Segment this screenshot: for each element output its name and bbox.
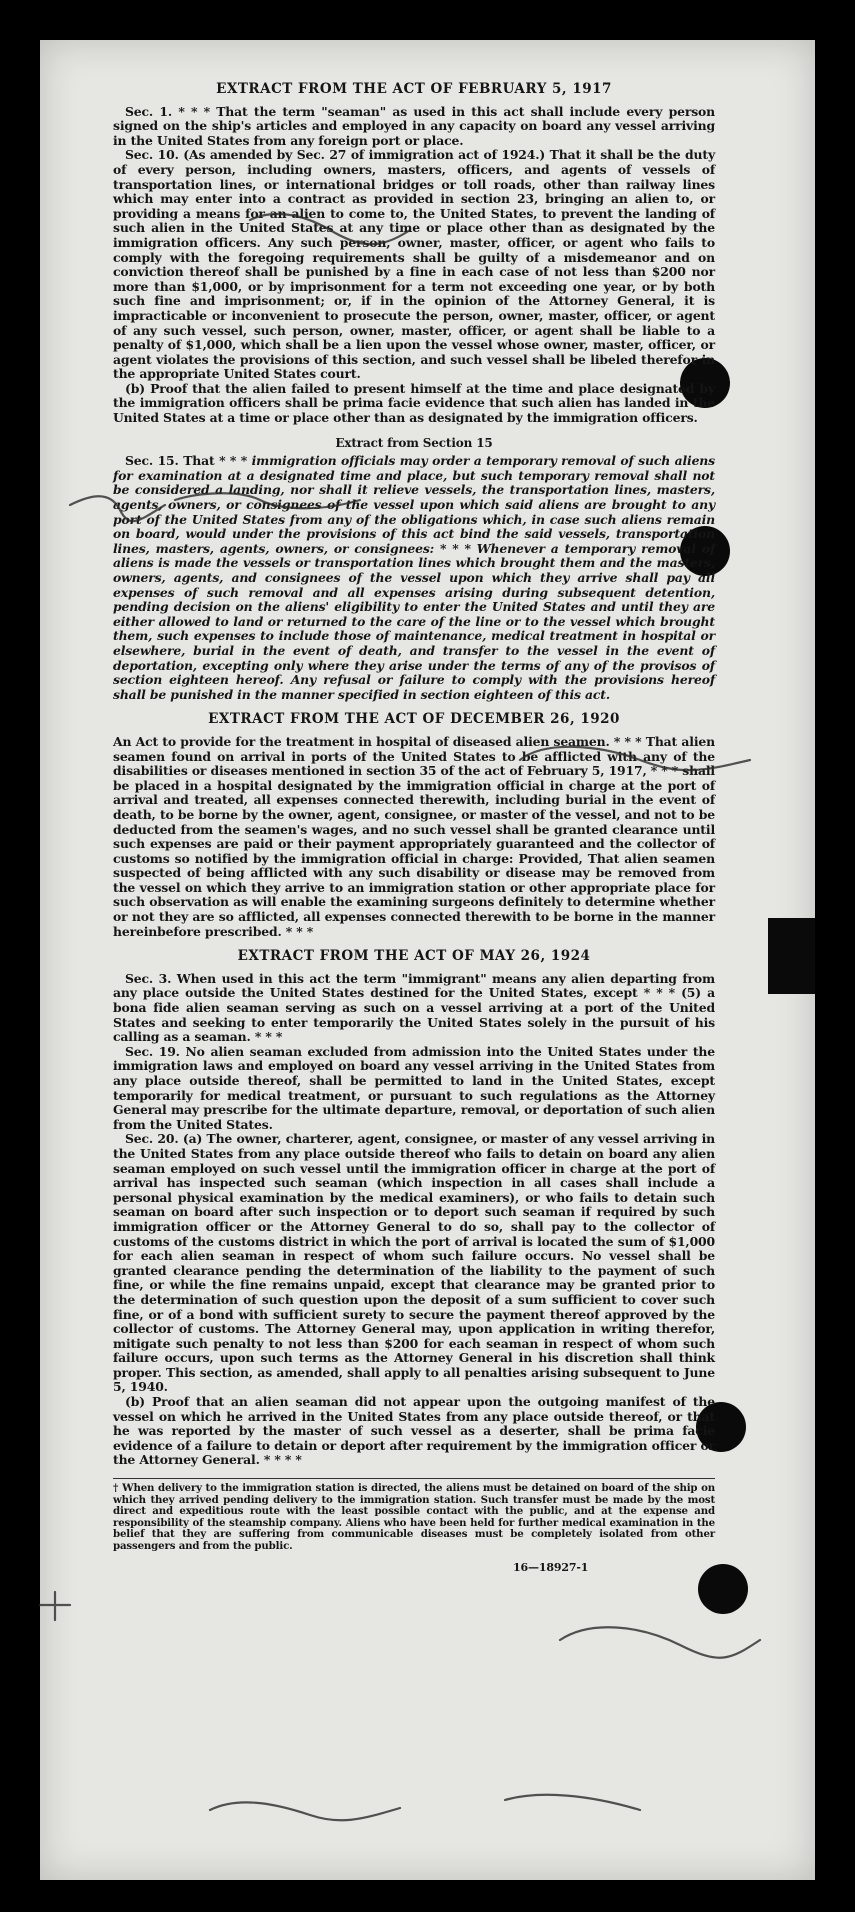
- heading-act-1917: EXTRACT FROM THE ACT OF FEBRUARY 5, 1917: [216, 81, 612, 97]
- binder-clip: [768, 918, 815, 994]
- sec-15-body: immigration officials may order a temporary removal of such aliens for examination at a designated time and place, but such temporary removal shall not be considered a landing, nor shall it relieve vessels, the transportation lines, masters, agents, owners, or consignees of the vessel upon which said aliens are brought to any port of the United States from any of the obligations which, in case such aliens remain on board, would under the provisions of this act bind the said vessels, transportation lines, masters, agents, owners, or consignees: * * * Whenever a temporary removal of aliens is made the vessels or transportation lines which brought them and the masters, owners, agents, and consignees of the vessel upon which they arrive shall pay all expenses of such removal and all expenses arising during subsequent detention, pending decision on the aliens' eligibility to enter the United States and until they are either allowed to land or returned to the care of the line or to the vessel which brought them, such expenses to include those of maintenance, medical treatment in hospital or elsewhere, burial in the event of death, and transfer to the vessel in the event of deportation, excepting only where they arise under the terms of any of the provisos of section eighteen hereof. Any refusal or failure to comply with the provisions hereof shall be punished in the manner specified in section eighteen of this act.: [113, 453, 715, 702]
- paragraph-sec-10: Sec. 10. (As amended by Sec. 27 of immigration act of 1924.) That it shall be the duty of every person, including owners, masters, officers, and agents of vessels of transportation lines, or international bridges or toll roads, other than railway lines which may enter into a contract as provided in section 23, bringing an alien to, or providing a means for an alien to come to, the United States, to prevent the landing of such alien in the United States at any time or place other than as designated by the immigration officers. Any such person, owner, master, officer, or agent who fails to comply with the foregoing requirements shall be guilty of a misdemeanor and on conviction thereof shall be punished by a fine in each case of not less than $200 nor more than $1,000, or by imprisonment for a term not exceeding one year, or by both such fine and imprisonment; or, if in the opinion of the Attorney General, it is impracticable or inconvenient to prosecute the person, owner, master, officer, or agent of any such vessel, such person, owner, master, officer, or agent shall be liable to a penalty of $1,000, which shall be a lien upon the vessel whose owner, master, officer, or agent violates the provisions of this section, and such vessel shall be libeled therefor in the appropriate United States court.: [113, 147, 715, 382]
- heading-act-1920: EXTRACT FROM THE ACT OF DECEMBER 26, 1920: [208, 711, 620, 728]
- paragraph-sec-1: Sec. 1. * * * That the term "seaman" as used in this act shall include every person signed on the ship's articles and employed in any capacity on board any vessel arriving in the United States from any foreign port or place.: [113, 103, 715, 148]
- paragraph-sec-3: Sec. 3. When used in this act the term "immigrant" means any alien departing from any place outside the United States destined for the United States, except * * * (5) a bona fide alien seaman serving as such on a vessel arriving at a port of the United States and seeking to enter temporarily the United States solely in the pursuit of his calling as a seaman. * * *: [113, 970, 715, 1045]
- paragraph-sec-20a: Sec. 20. (a) The owner, charterer, agent, consignee, or master of any vessel arriving in the United States from any place outside thereof who fails to detain on board any alien seaman employed on such vessel until the immigration officer in charge at the port of arrival has inspected such seaman (which inspection in all cases shall include a personal physical examination by the medical examiners), or who fails to detain such seaman on board after such inspection or to deport such seaman if required by such immigration officer or the Attorney General to do so, shall pay to the collector of customs of the customs district in which the port of arrival is located the sum of $1,000 for each alien seaman in respect of whom such failure occurs. No vessel shall be granted clearance pending the determination of the liability to the payment of such fine, or while the fine remains unpaid, except that clearance may be granted prior to the determination of such question upon the deposit of a sum sufficient to cover such fine, or of a bond with sufficient surety to secure the payment thereof approved by the collector of customs. The Attorney General may, upon application in writing therefor, mitigate such penalty to not less than $200 for each seaman in respect of whom such failure occurs, upon such terms as the Attorney General in his discretion shall think proper. This section, as amended, shall apply to all penalties arising subsequent to June 5, 1940.: [113, 1131, 715, 1395]
- paragraph-sec-20b: (b) Proof that an alien seaman did not appear upon the outgoing manifest of the vessel on which he arrived in the United States from any place outside thereof, or that he was reported by the master of such vessel as a deserter, shall be prima facie evidence of a failure to detain or deport after requirement by the immigration officer or the Attorney General. * * * *: [113, 1394, 715, 1468]
- heading-section-15: Extract from Section 15: [335, 435, 493, 450]
- heading-act-1924: EXTRACT FROM THE ACT OF MAY 26, 1924: [237, 948, 591, 965]
- paragraph-act-1920: An Act to provide for the treatment in hospital of diseased alien seamen. * * * That alien seamen found on arrival in ports of the United States to be afflicted with any of the disabilities or diseases mentioned in section 35 of the act of February 5, 1917, * * * shall be placed in a hospital designated by the immigration official in charge at the port of arrival and treated, all expenses connected therewith, including burial in the event of death, to be borne by the owner, agent, consignee, or master of the vessel, and not to be deducted from the seamen's wages, and no such vessel shall be granted clearance until such expenses are paid or their payment appropriately guaranteed and the collector of customs so notified by the immigration official in charge: Provided, That alien seamen suspected of being afflicted with any such disability or disease may be removed from the vessel on which they arrive to an immigration station or other appropriate place for such observation as will enable the examining surgeons definitely to determine whether or not they are so afflicted, all expenses connected therewith to be borne in the manner hereinbefore prescribed. * * *: [113, 733, 715, 939]
- sec-15-lead: Sec. 15. That * * *: [125, 453, 248, 469]
- paragraph-sec-19: Sec. 19. No alien seaman excluded from admission into the United States under the immigration laws and employed on board any vessel arriving in the United States from any place outside thereof, shall be permitted to land in the United States, except temporarily for medical treatment, or pursuant to such regulations as the Attorney General may prescribe for the ultimate departure, removal, or deportation of such alien from the United States.: [113, 1043, 715, 1132]
- paragraph-sec-10b: (b) Proof that the alien failed to present himself at the time and place designated by the immigration officers shall be prima facie evidence that such alien has landed in the United States at a time or place other than as designated by the immigration officers.: [113, 380, 715, 426]
- section-act-1920: [113, 712, 715, 939]
- section-act-1924: [113, 949, 715, 1468]
- footnote: † When delivery to the immigration station is directed, the aliens must be detained on board of the ship on which they arrived pending delivery to the immigration station. Such transfer must be made by the most direct and expeditious route with the least possible contact with the public, and at the expense and responsibility of the steamship company. Aliens who have been held for further medical examination in the belief that they are suffering from communicable diseases must be completely isolated from other passengers and from the public.: [113, 1478, 715, 1553]
- form-number: 16—18927-1: [513, 1560, 589, 1574]
- paragraph-sec-15: [113, 454, 715, 702]
- section-15: [113, 436, 715, 703]
- section-act-1917: [113, 82, 715, 426]
- document-text: [113, 82, 715, 1575]
